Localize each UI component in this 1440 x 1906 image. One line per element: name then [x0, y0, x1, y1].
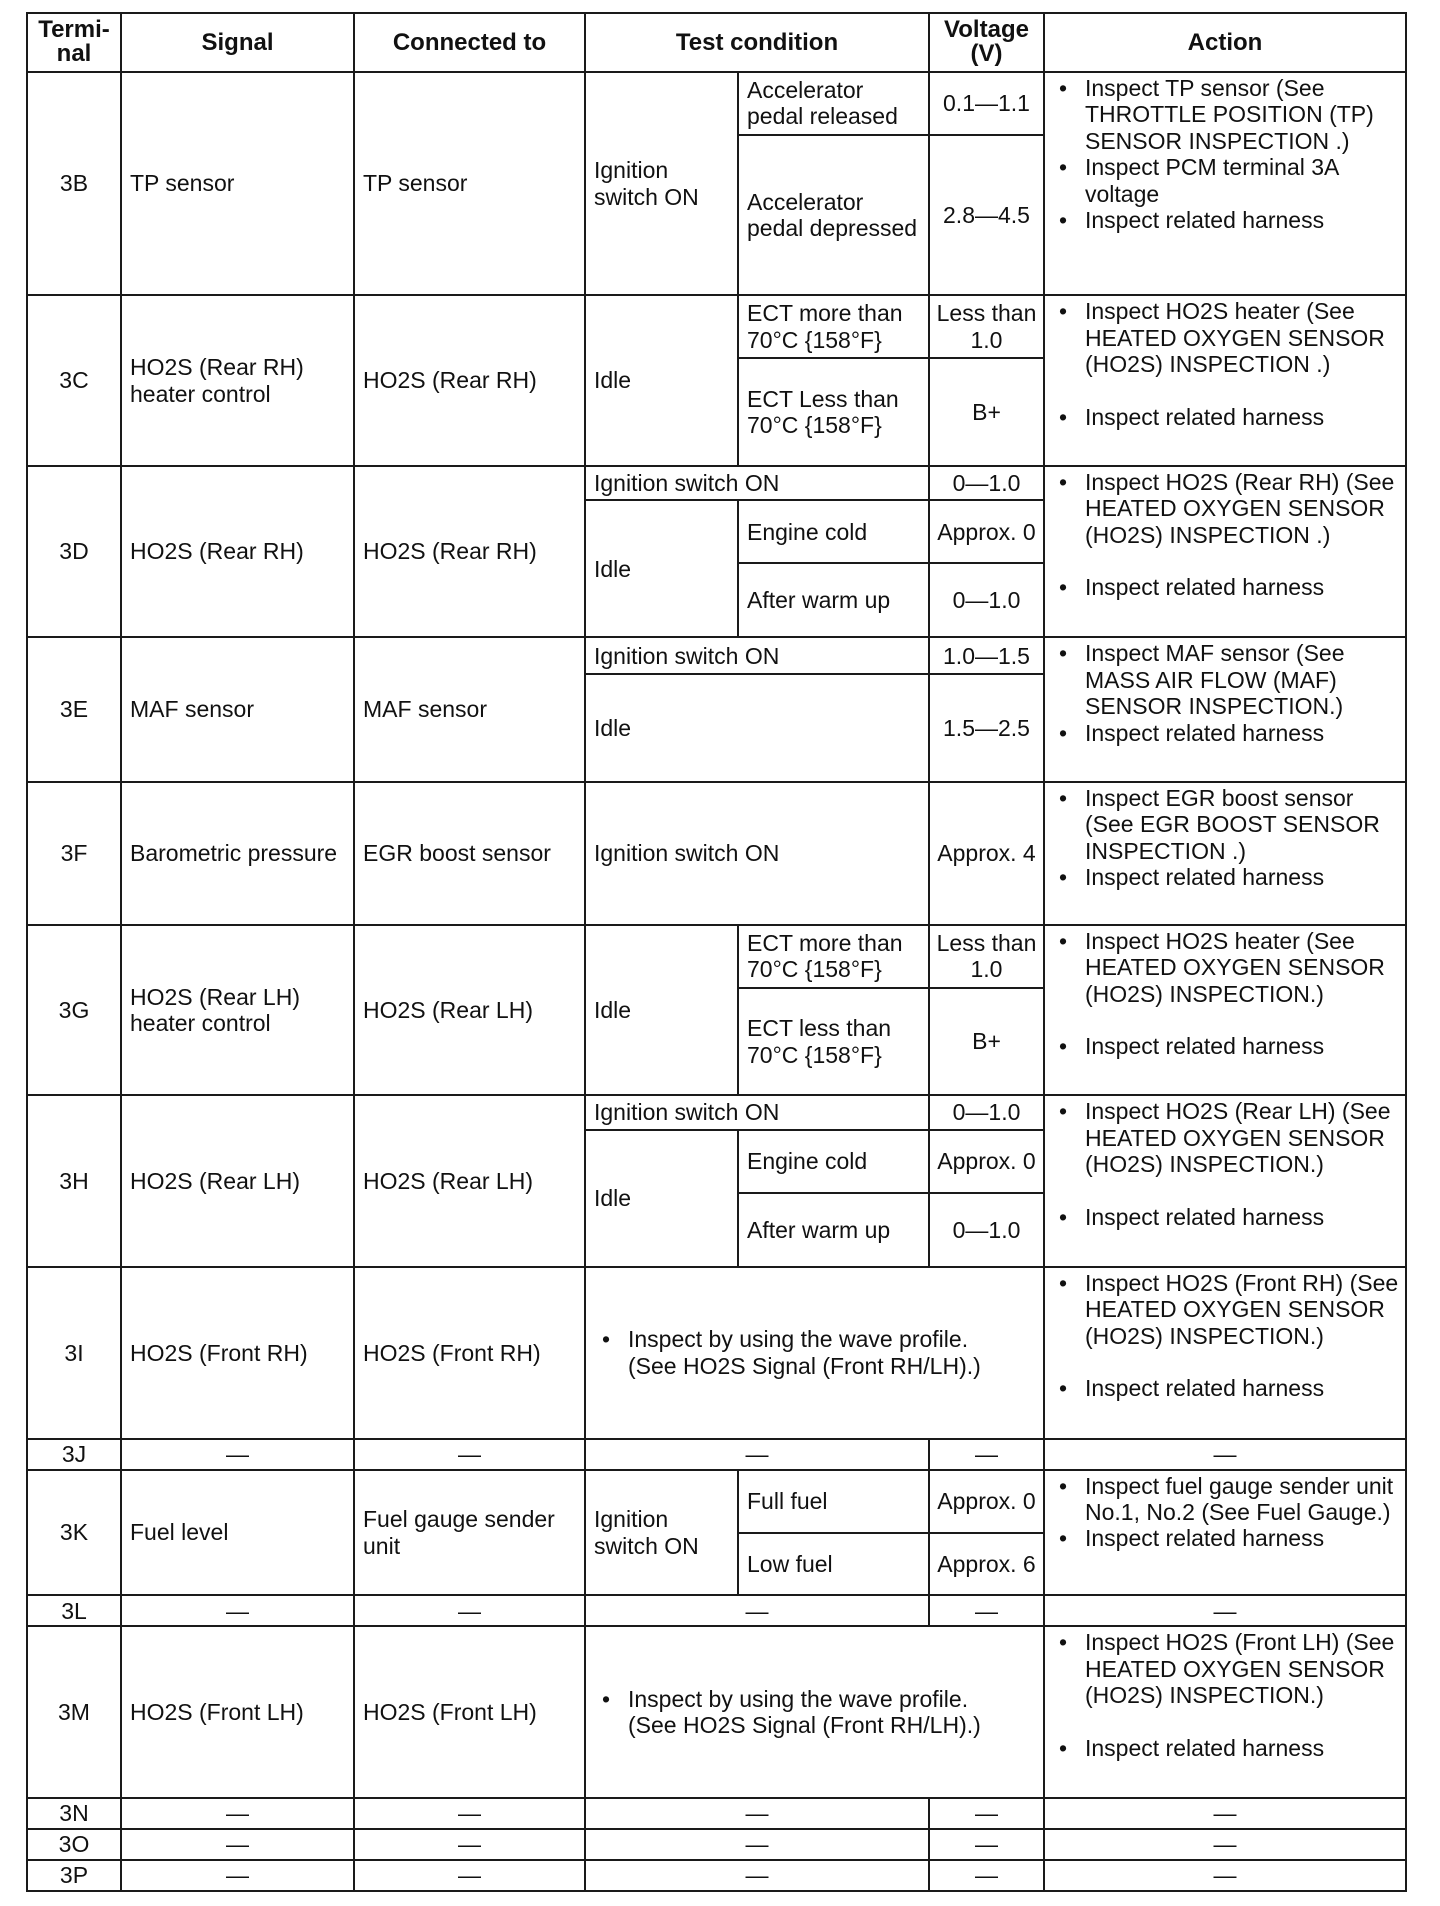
terminal-cell: 3K: [27, 1470, 121, 1596]
dash-cell: —: [1044, 1829, 1406, 1860]
action-list: [1057, 1270, 1399, 1402]
signal-cell: Fuel level: [121, 1470, 354, 1596]
table-row: [27, 1829, 1406, 1860]
action-item: • Inspect MAF sensor (See MASS AIR FLOW (MAF) SENSOR INSPECTION.): [1057, 640, 1399, 719]
connected-cell: HO2S (Rear LH): [354, 925, 585, 1096]
dash-cell: —: [121, 1860, 354, 1891]
wave-list: [600, 1326, 990, 1379]
voltage-cell: Approx. 6: [929, 1533, 1044, 1596]
table-row: [27, 1439, 1406, 1470]
wave-profile-note: • Inspect by using the wave profile. (See HO2S Signal (Front RH/LH).): [600, 1326, 990, 1379]
connected-cell: HO2S (Rear RH): [354, 295, 585, 466]
table-row: [27, 72, 1406, 135]
sub-condition-cell: Accelerator pedal depressed: [738, 135, 929, 295]
action-cell: [1044, 295, 1406, 466]
action-list: [1057, 469, 1399, 601]
dash-cell: —: [354, 1439, 585, 1470]
action-item: • Inspect related harness: [1057, 864, 1399, 890]
action-item: • Inspect related harness: [1057, 1033, 1399, 1059]
voltage-cell: Less than 1.0: [929, 295, 1044, 358]
connected-cell: Fuel gauge sender unit: [354, 1470, 585, 1596]
dash-cell: —: [585, 1829, 929, 1860]
condition-cell: Ignition switch ON: [585, 637, 929, 674]
voltage-cell: 0—1.0: [929, 1193, 1044, 1267]
condition-cell: Idle: [585, 500, 738, 637]
action-cell: [1044, 1095, 1406, 1267]
connected-cell: TP sensor: [354, 72, 585, 295]
terminal-cell: 3H: [27, 1095, 121, 1267]
dash-cell: —: [354, 1798, 585, 1829]
table-row: [27, 1095, 1406, 1130]
action-item: • Inspect related harness: [1057, 720, 1399, 746]
action-item: • Inspect HO2S (Rear LH) (See HEATED OXYGEN SENSOR (HO2S) INSPECTION.): [1057, 1098, 1399, 1177]
action-item: • Inspect related harness: [1057, 404, 1399, 430]
signal-cell: HO2S (Rear RH): [121, 466, 354, 638]
terminal-cell: 3L: [27, 1595, 121, 1626]
action-cell: [1044, 1267, 1406, 1439]
condition-cell: Ignition switch ON: [585, 72, 738, 295]
signal-cell: HO2S (Front LH): [121, 1626, 354, 1798]
signal-cell: HO2S (Front RH): [121, 1267, 354, 1439]
wave-profile-cell: [585, 1626, 1044, 1798]
table-row: [27, 637, 1406, 674]
action-item: • Inspect TP sensor (See THROTTLE POSITION (TP) SENSOR INSPECTION .): [1057, 75, 1399, 154]
terminal-cell: 3G: [27, 925, 121, 1096]
terminal-cell: 3J: [27, 1439, 121, 1470]
connected-cell: MAF sensor: [354, 637, 585, 781]
sub-condition-cell: Full fuel: [738, 1470, 929, 1533]
table-row: [27, 782, 1406, 925]
condition-cell: Ignition switch ON: [585, 1095, 929, 1130]
sub-condition-cell: ECT less than 70°C {158°F}: [738, 988, 929, 1096]
sub-condition-cell: ECT more than 70°C {158°F}: [738, 925, 929, 988]
action-cell: [1044, 782, 1406, 925]
dash-cell: —: [585, 1798, 929, 1829]
action-cell: [1044, 1470, 1406, 1596]
table-row: [27, 925, 1406, 988]
voltage-cell: B+: [929, 358, 1044, 466]
sub-condition-cell: ECT Less than 70°C {158°F}: [738, 358, 929, 466]
signal-cell: HO2S (Rear LH): [121, 1095, 354, 1267]
condition-cell: Idle: [585, 295, 738, 466]
connected-cell: EGR boost sensor: [354, 782, 585, 925]
table-row: [27, 466, 1406, 501]
signal-cell: Barometric pressure: [121, 782, 354, 925]
terminal-cell: 3D: [27, 466, 121, 638]
action-list: [1057, 1629, 1399, 1761]
voltage-cell: 0—1.0: [929, 1095, 1044, 1130]
sub-condition-cell: Engine cold: [738, 1130, 929, 1193]
voltage-cell: Approx. 4: [929, 782, 1044, 925]
action-list: [1057, 785, 1399, 891]
terminal-cell: 3F: [27, 782, 121, 925]
header-voltage: Voltage (V): [929, 13, 1044, 72]
action-list: [1057, 640, 1399, 746]
signal-cell: HO2S (Rear LH) heater control: [121, 925, 354, 1096]
dash-cell: —: [354, 1860, 585, 1891]
action-cell: [1044, 637, 1406, 781]
connected-cell: HO2S (Rear RH): [354, 466, 585, 638]
sub-condition-cell: Engine cold: [738, 500, 929, 563]
action-cell: [1044, 466, 1406, 638]
action-item: • Inspect related harness: [1057, 574, 1399, 600]
header-connected-to: Connected to: [354, 13, 585, 72]
sub-condition-cell: Accelerator pedal released: [738, 72, 929, 135]
action-list: [1057, 1473, 1399, 1552]
wave-profile-note: • Inspect by using the wave profile. (See HO2S Signal (Front RH/LH).): [600, 1686, 990, 1739]
action-item: • Inspect related harness: [1057, 1525, 1399, 1551]
header-signal: Signal: [121, 13, 354, 72]
dash-cell: —: [121, 1798, 354, 1829]
action-cell: [1044, 925, 1406, 1096]
table-row: [27, 1798, 1406, 1829]
voltage-cell: Approx. 0: [929, 500, 1044, 563]
action-item: • Inspect EGR boost sensor (See EGR BOOST SENSOR INSPECTION .): [1057, 785, 1399, 864]
action-list: [1057, 928, 1399, 1060]
sub-condition-cell: After warm up: [738, 1193, 929, 1267]
terminal-cell: 3C: [27, 295, 121, 466]
voltage-cell: 1.5—2.5: [929, 674, 1044, 782]
table-row: [27, 1860, 1406, 1891]
header-test-condition: Test condition: [585, 13, 929, 72]
sub-condition-cell: After warm up: [738, 563, 929, 637]
action-item: • Inspect related harness: [1057, 207, 1399, 233]
signal-cell: HO2S (Rear RH) heater control: [121, 295, 354, 466]
dash-cell: —: [354, 1595, 585, 1626]
action-item: • Inspect related harness: [1057, 1204, 1399, 1230]
header-terminal: Termi- nal: [27, 13, 121, 72]
condition-cell: Idle: [585, 925, 738, 1096]
action-list: [1057, 298, 1399, 430]
action-item: • Inspect HO2S (Front LH) (See HEATED OXYGEN SENSOR (HO2S) INSPECTION.): [1057, 1629, 1399, 1708]
dash-cell: —: [929, 1860, 1044, 1891]
condition-cell: Ignition switch ON: [585, 1470, 738, 1596]
condition-cell: Idle: [585, 674, 929, 782]
dash-cell: —: [929, 1595, 1044, 1626]
table-row: [27, 295, 1406, 358]
signal-cell: TP sensor: [121, 72, 354, 295]
table-row: [27, 1626, 1406, 1798]
terminal-cell: 3M: [27, 1626, 121, 1798]
sub-condition-cell: Low fuel: [738, 1533, 929, 1596]
action-item: • Inspect HO2S heater (See HEATED OXYGEN SENSOR (HO2S) INSPECTION .): [1057, 298, 1399, 377]
action-cell: [1044, 72, 1406, 295]
dash-cell: —: [929, 1798, 1044, 1829]
wave-profile-cell: [585, 1267, 1044, 1439]
wave-list: [600, 1686, 990, 1739]
connected-cell: HO2S (Front RH): [354, 1267, 585, 1439]
voltage-cell: Less than 1.0: [929, 925, 1044, 988]
action-cell: [1044, 1626, 1406, 1798]
action-item: • Inspect HO2S heater (See HEATED OXYGEN SENSOR (HO2S) INSPECTION.): [1057, 928, 1399, 1007]
terminal-cell: 3O: [27, 1829, 121, 1860]
action-item: • Inspect HO2S (Front RH) (See HEATED OXYGEN SENSOR (HO2S) INSPECTION.): [1057, 1270, 1399, 1349]
voltage-cell: 0—1.0: [929, 563, 1044, 637]
connected-cell: HO2S (Rear LH): [354, 1095, 585, 1267]
dash-cell: —: [121, 1595, 354, 1626]
dash-cell: —: [121, 1829, 354, 1860]
action-list: [1057, 75, 1399, 234]
action-item: • Inspect fuel gauge sender unit No.1, No.2 (See Fuel Gauge.): [1057, 1473, 1399, 1526]
condition-cell: Ignition switch ON: [585, 466, 929, 501]
pcm-terminal-table: [26, 12, 1407, 1892]
dash-cell: —: [585, 1439, 929, 1470]
table-row: [27, 1267, 1406, 1439]
voltage-cell: 2.8—4.5: [929, 135, 1044, 295]
action-item: • Inspect related harness: [1057, 1735, 1399, 1761]
dash-cell: —: [1044, 1595, 1406, 1626]
table-row: [27, 1470, 1406, 1533]
action-list: [1057, 1098, 1399, 1230]
voltage-cell: 1.0—1.5: [929, 637, 1044, 674]
terminal-cell: 3B: [27, 72, 121, 295]
sub-condition-cell: ECT more than 70°C {158°F}: [738, 295, 929, 358]
dash-cell: —: [1044, 1439, 1406, 1470]
dash-cell: —: [354, 1829, 585, 1860]
header-row: [27, 13, 1406, 72]
voltage-cell: B+: [929, 988, 1044, 1096]
terminal-cell: 3I: [27, 1267, 121, 1439]
condition-cell: Idle: [585, 1130, 738, 1267]
terminal-cell: 3E: [27, 637, 121, 781]
voltage-cell: Approx. 0: [929, 1130, 1044, 1193]
table-row: [27, 1595, 1406, 1626]
terminal-cell: 3P: [27, 1860, 121, 1891]
connected-cell: HO2S (Front LH): [354, 1626, 585, 1798]
condition-cell: Ignition switch ON: [585, 782, 929, 925]
voltage-cell: 0.1—1.1: [929, 72, 1044, 135]
voltage-cell: Approx. 0: [929, 1470, 1044, 1533]
header-action: Action: [1044, 13, 1406, 72]
action-item: • Inspect PCM terminal 3A voltage: [1057, 154, 1399, 207]
dash-cell: —: [121, 1439, 354, 1470]
action-item: • Inspect related harness: [1057, 1375, 1399, 1401]
dash-cell: —: [585, 1595, 929, 1626]
dash-cell: —: [1044, 1860, 1406, 1891]
voltage-cell: 0—1.0: [929, 466, 1044, 501]
terminal-cell: 3N: [27, 1798, 121, 1829]
action-item: • Inspect HO2S (Rear RH) (See HEATED OXYGEN SENSOR (HO2S) INSPECTION .): [1057, 469, 1399, 548]
dash-cell: —: [585, 1860, 929, 1891]
dash-cell: —: [929, 1829, 1044, 1860]
dash-cell: —: [929, 1439, 1044, 1470]
signal-cell: MAF sensor: [121, 637, 354, 781]
dash-cell: —: [1044, 1798, 1406, 1829]
